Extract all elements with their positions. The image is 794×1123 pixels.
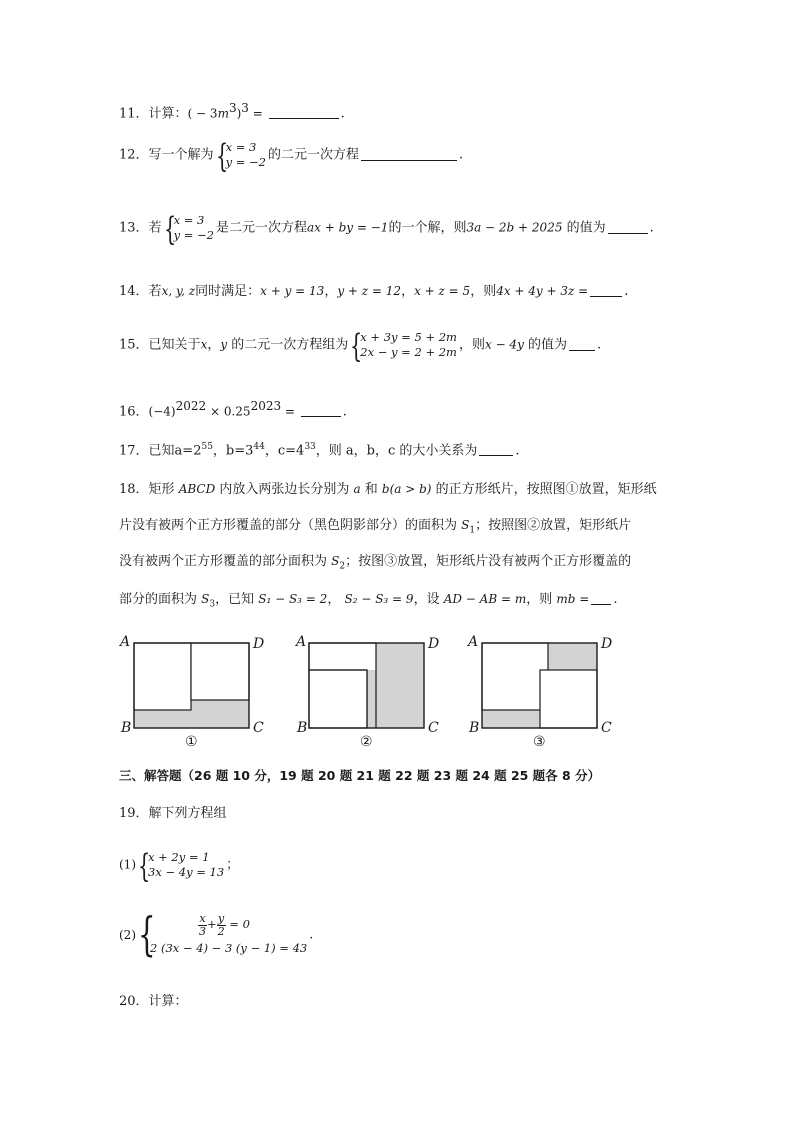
answer-blank[interactable] bbox=[590, 282, 622, 297]
question-20: 20．计算： bbox=[119, 994, 188, 1009]
figure-2-square-a bbox=[309, 670, 367, 728]
figure-3-number: ③ bbox=[533, 734, 546, 750]
figure-2 bbox=[308, 642, 426, 730]
figure-3-square-b bbox=[540, 670, 597, 728]
figure-2-label-d: D bbox=[428, 636, 440, 652]
question-12: 12．写一个解为 { x = 3 y = −2 的二元一次方程 . bbox=[119, 137, 464, 175]
question-18-line-1: 18．矩形 ABCD 内放入两张边长分别为 a 和 b(a > b) 的正方形纸片，按照图①放置，矩形纸 bbox=[119, 482, 657, 497]
equation-system: { x + 2y = 1 3x − 4y = 13 bbox=[138, 847, 225, 885]
section-heading: 三、解答题（26 题 10 分，19 题 20 题 21 题 22 题 23 题 24 题 25 题各 8 分） bbox=[119, 768, 601, 783]
figure-3-shaded-bottom bbox=[482, 710, 540, 728]
figure-3-square-a bbox=[482, 643, 548, 710]
answer-blank[interactable] bbox=[608, 219, 648, 234]
answer-blank[interactable] bbox=[569, 336, 595, 351]
figure-3-label-c: C bbox=[601, 720, 612, 736]
equation-system: { x = 3 y = −2 bbox=[163, 210, 214, 248]
question-11: 11．计算：( − $3m^3)^3$ = . bbox=[119, 101, 345, 122]
figure-2-label-b: B bbox=[297, 720, 308, 736]
answer-blank[interactable] bbox=[479, 441, 513, 456]
figure-2-label-a: A bbox=[296, 634, 307, 650]
equation-system: { x = 3 y = −2 bbox=[215, 137, 266, 175]
figure-2-number: ② bbox=[360, 734, 373, 750]
figure-1-square-b bbox=[191, 643, 249, 700]
answer-blank[interactable] bbox=[301, 402, 341, 417]
equation-system: { x + 3y = 5 + 2m 2x − y = 2 + 2m bbox=[350, 327, 457, 365]
question-18-line-4: 部分的面积为 $S_3$，已知 S₁ − S₃ = 2， S₂ − S₃ = 9，设 AD − AB = m，则 mb = . bbox=[119, 592, 618, 610]
answer-blank[interactable] bbox=[269, 104, 339, 119]
figure-2-label-c: C bbox=[428, 720, 439, 736]
figure-3-label-d: D bbox=[601, 636, 613, 652]
question-14: 14．若x, y, z同时满足：x + y = 13，y + z = 12，x + z = 5，则4x + 4y + 3z = . bbox=[119, 284, 629, 299]
figure-2-shaded-strip bbox=[309, 643, 376, 670]
question-16: 16．$(-4)^{2022} \times 0.25^{2023}$ = . bbox=[119, 399, 347, 420]
figure-3-label-a: A bbox=[468, 634, 479, 650]
answer-blank[interactable] bbox=[361, 146, 457, 161]
answer-blank[interactable] bbox=[591, 590, 611, 605]
equation-system: { $\frac{x}{3}$ + $\frac{y}{2}$ = 0 2 (3x − 4) − 3 (y − 1) = 43 bbox=[138, 907, 308, 961]
figure-1-label-b: B bbox=[121, 720, 132, 736]
question-18-line-2: 片没有被两个正方形覆盖的部分（黑色阴影部分）的面积为 $S_1$；按照图②放置，矩形纸片 bbox=[119, 518, 632, 536]
figure-3 bbox=[481, 642, 599, 730]
figure-1-label-c: C bbox=[253, 720, 264, 736]
figure-1-label-a: A bbox=[120, 634, 131, 650]
question-18-line-3: 没有被两个正方形覆盖的部分面积为 $S_2$；按图③放置，矩形纸片没有被两个正方形覆盖的 bbox=[119, 554, 632, 572]
question-19: 19．解下列方程组 bbox=[119, 806, 227, 821]
question-19-part-2: (2) { $\frac{x}{3}$ + $\frac{y}{2}$ = 0 2 (3x − 4) − 3 (y − 1) = 43 . bbox=[119, 907, 314, 961]
question-15: 15．已知关于x，y 的二元一次方程组为 { x + 3y = 5 + 2m 2x − y = 2 + 2m ，则x − 4y 的值为 . bbox=[119, 327, 602, 365]
figure-1-label-d: D bbox=[253, 636, 265, 652]
question-19-part-1: (1) { x + 2y = 1 3x − 4y = 13 ； bbox=[119, 847, 240, 885]
figure-1 bbox=[133, 642, 251, 730]
question-17: 17．已知$a=2^{55}$，$b=3^{44}$，$c=4^{33}$，则 a，b，c 的大小关系为 . bbox=[119, 442, 520, 459]
figure-1-square-a bbox=[134, 643, 191, 710]
question-13: 13．若 { x = 3 y = −2 是二元一次方程ax + by = −1的一个解，则3a − 2b + 2025 的值为 . bbox=[119, 210, 654, 248]
figure-3-label-b: B bbox=[469, 720, 480, 736]
figure-3-shaded-top bbox=[548, 643, 597, 670]
figure-1-number: ① bbox=[185, 734, 198, 750]
